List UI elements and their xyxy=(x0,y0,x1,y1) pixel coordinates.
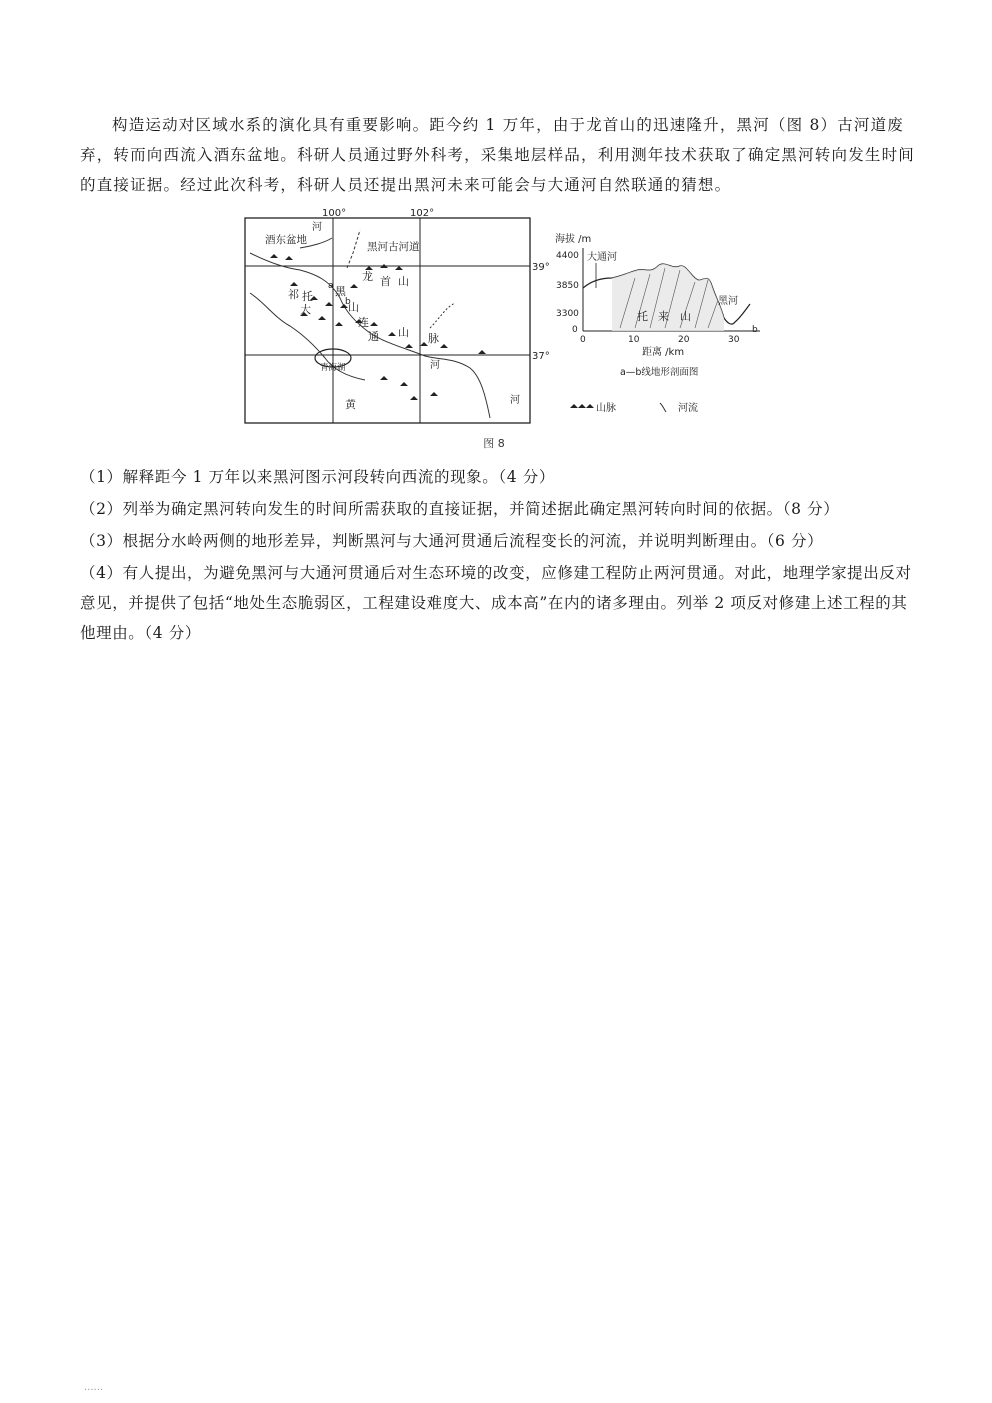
intro-paragraph: 构造运动对区域水系的演化具有重要影响。距今约 1 万年，由于龙首山的迅速隆升，黑河（图 8）古河道废弃，转而向西流入酒东盆地。科研人员通过野外科考，采集地层样品，利用测年技术获取了确定黑河转向发生时间的直接证据。经过此次科考，科研人员还提出黑河未来可能会与大通河自然联通的猜想。 xyxy=(80,116,916,194)
label-lian: 连 xyxy=(358,316,369,329)
legend-river-icon xyxy=(660,403,666,412)
profile-xlabel: 距离 /km xyxy=(642,347,685,358)
label-huang: 黄 xyxy=(345,398,356,411)
old-channel-line xyxy=(347,230,360,268)
figure-caption: 图 8 xyxy=(483,437,505,450)
question-1: （1）解释距今 1 万年以来黑河图示河段转向西流的现象。（4 分） xyxy=(80,468,555,486)
profile-mountain-char-2: 山 xyxy=(680,310,691,323)
profile-xtick-0: 0 xyxy=(580,335,586,345)
profile-mountain-char-0: 托 xyxy=(637,310,648,323)
label-shan: 山 xyxy=(398,275,409,288)
label-he-mid: 河 xyxy=(430,360,440,371)
profile-mountain-char-1: 来 xyxy=(658,310,669,323)
label-hei: 黑 xyxy=(335,285,346,298)
profile-title: a—b线地形剖面图 xyxy=(620,367,699,378)
legend-mountain-icon xyxy=(570,404,594,408)
profile-ytick-3850: 3850 xyxy=(556,281,579,291)
question-2: （2）列举为确定黑河转向发生的时间所需获取的直接证据，并简述据此确定黑河转向时间的依据。（8 分） xyxy=(80,500,840,518)
question-3: （3）根据分水岭两侧的地形差异，判断黑河与大通河贯通后流程变长的河流，并说明判断理由。（6 分） xyxy=(80,532,824,550)
label-qinghai-lake: 青海湖 xyxy=(320,363,346,373)
profile-river-right: 黑河 xyxy=(718,296,738,307)
lon-label-100: 100° xyxy=(322,208,347,219)
lat-label-37: 37° xyxy=(532,351,550,362)
profile-river-left: 大通河 xyxy=(587,252,617,263)
legend-river-label: 河流 xyxy=(678,403,698,414)
profile-ytick-3300: 3300 xyxy=(556,309,579,319)
label-he-right: 河 xyxy=(510,395,520,406)
label-tong: 通 xyxy=(368,330,379,343)
profile-end-b: b xyxy=(752,325,758,335)
label-qi: 祁 xyxy=(288,288,299,301)
question-4: （4）有人提出，为避免黑河与大通河贯通后对生态环境的改变，应修建工程防止两河贯通。对此，地理学家提出反对意见，并提供了包括“地处生态脆弱区，工程建设难度大、成本高”在内的诸多理由。列举 2 项反对修建上述工程的其他理由。（4 分） xyxy=(80,564,912,642)
profile-xtick-10: 10 xyxy=(628,335,640,345)
figure-8 xyxy=(240,208,780,458)
label-da: 大 xyxy=(300,303,311,316)
profile-xtick-20: 20 xyxy=(678,335,690,345)
legend-mountain-label: 山脉 xyxy=(596,403,616,414)
river-dashed xyxy=(430,303,455,328)
label-he-top: 河 xyxy=(312,222,322,233)
lon-label-102: 102° xyxy=(410,208,435,219)
label-point-b: b xyxy=(345,297,351,307)
profile-ytick-0: 0 xyxy=(572,325,578,335)
profile xyxy=(555,232,760,414)
label-tuo: 托 xyxy=(302,290,313,303)
label-mai: 脉 xyxy=(428,332,439,345)
profile-ytick-4400: 4400 xyxy=(556,251,579,261)
label-jiudong: 酒东盆地 xyxy=(265,234,307,246)
profile-xtick-30: 30 xyxy=(728,335,740,345)
footer-mark: ...... xyxy=(84,1382,104,1393)
mountain-symbols xyxy=(270,254,486,400)
label-shan3: 山 xyxy=(398,326,409,339)
map xyxy=(245,208,550,423)
label-point-a: a xyxy=(328,281,334,291)
label-shan2: 山 xyxy=(348,301,359,314)
label-old-channel: 黑河古河道 xyxy=(367,241,420,253)
profile-ylabel: 海拔 /m xyxy=(555,234,592,245)
label-shou: 首 xyxy=(380,275,391,288)
lat-label-39: 39° xyxy=(532,262,550,273)
figure-svg xyxy=(240,208,780,458)
label-long: 龙 xyxy=(362,270,373,283)
